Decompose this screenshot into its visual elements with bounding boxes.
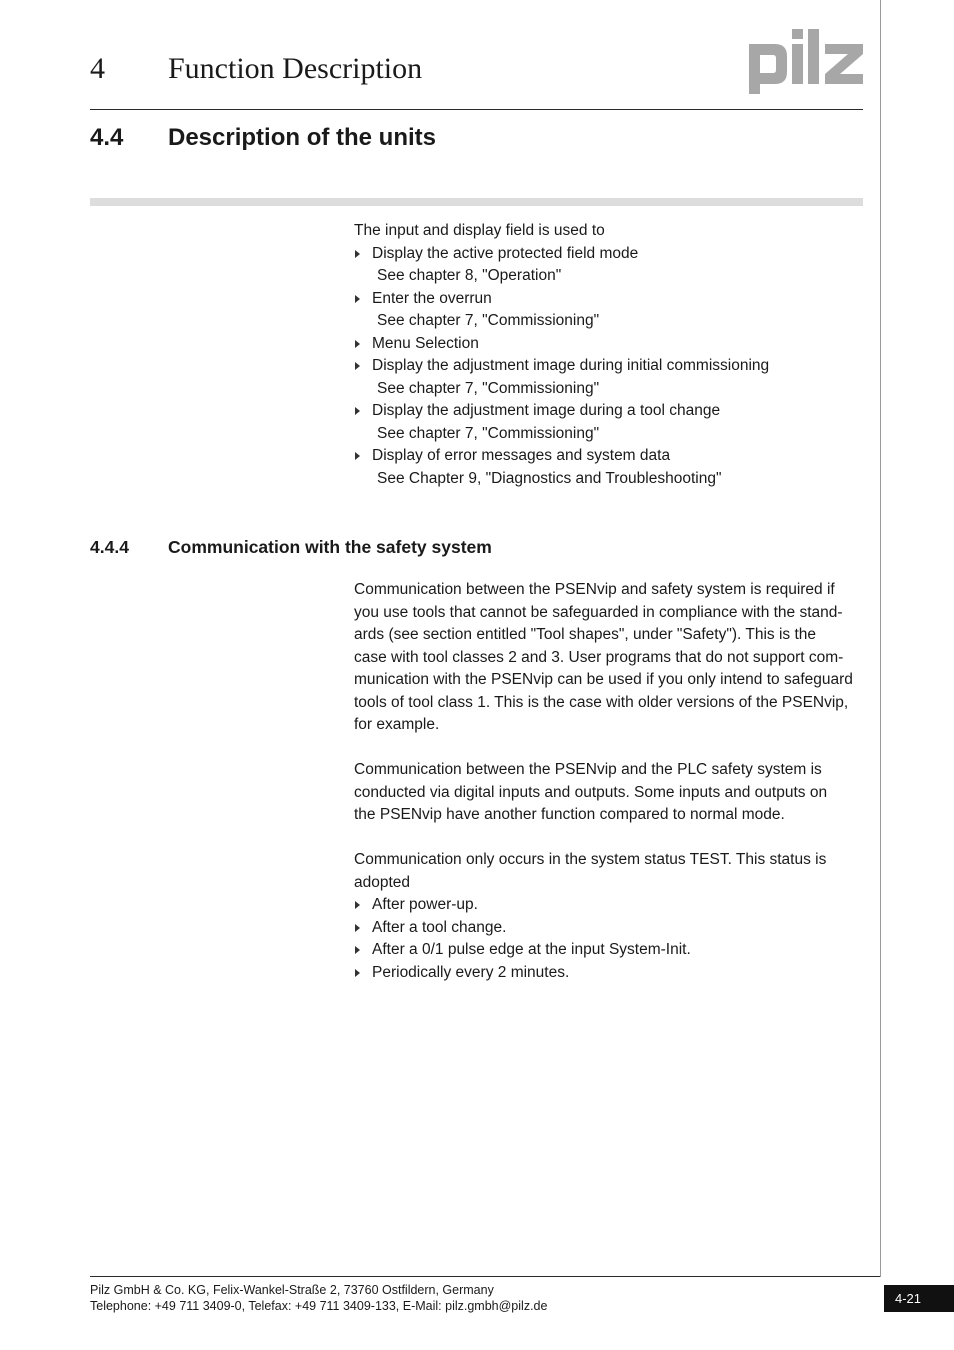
paragraph-3: Communication only occurs in the system status TEST. This status is adopted — [354, 851, 827, 891]
chapter-reference: See chapter 7, "Commissioning" — [377, 424, 600, 442]
arrow-bullet-icon — [355, 969, 360, 977]
chapter-title: Function Description — [168, 52, 423, 85]
list-item: Periodically every 2 minutes. — [354, 962, 869, 985]
chapter-reference: See Chapter 9, "Diagnostics and Troubleshooting" — [377, 469, 722, 487]
paragraph-1: Communication between the PSENvip and safety system is required if you use tools that cannot be safeguarded in compliance with the stand- ards (see section entitled "Tool shapes", under "Safety"). This is the case with tool classes 2 and 3. User programs that do not support com- munication with the PSENvip can be used if you only intend to safeguard tools of tool class 1. This is the case with older versions of the PSENvip, for example. — [354, 581, 853, 733]
paragraph-2: Communication between the PSENvip and the PLC safety system is conducted via digital inputs and outputs. Some inputs and outputs on the PSENvip have another function compared to normal mode. — [354, 761, 828, 823]
subsection-title: Communication with the safety system — [168, 537, 492, 557]
list-item: Display of error messages and system data See Chapter 9, "Diagnostics and Troubleshooting" — [354, 445, 869, 490]
list-item: Display the adjustment image during initial commissioning See chapter 7, "Commissioning" — [354, 355, 869, 400]
footer-contact: Telephone: +49 711 3409-0, Telefax: +49 711 3409-133, E-Mail: pilz.gmbh@pilz.de — [90, 1299, 548, 1313]
input-display-description — [354, 220, 869, 490]
arrow-bullet-icon — [355, 362, 360, 370]
page-number: 4-21 — [884, 1285, 954, 1312]
arrow-bullet-icon — [355, 295, 360, 303]
chapter-reference: See chapter 8, "Operation" — [377, 267, 562, 284]
arrow-bullet-icon — [355, 250, 360, 258]
section-band — [90, 198, 863, 206]
arrow-bullet-icon — [355, 946, 360, 954]
communication-description — [354, 579, 869, 984]
arrow-bullet-icon — [355, 452, 360, 460]
arrow-bullet-icon — [355, 924, 360, 932]
list-item: Menu Selection — [354, 333, 869, 356]
list-item: Display the adjustment image during a tool change See chapter 7, "Commissioning" — [354, 400, 869, 445]
list-item: Display the active protected field mode See chapter 8, "Operation" — [354, 243, 869, 288]
chapter-reference: See chapter 7, "Commissioning" — [377, 312, 600, 329]
header-rule — [90, 109, 863, 110]
list-item: After a 0/1 pulse edge at the input System-Init. — [354, 939, 869, 962]
chapter-reference: See chapter 7, "Commissioning" — [377, 379, 600, 397]
pilz-logo — [745, 26, 867, 96]
chapter-number: 4 — [90, 52, 105, 85]
section-title: Description of the units — [168, 124, 437, 151]
footer-address: Pilz GmbH & Co. KG, Felix-Wankel-Straße 2, 73760 Ostfildern, Germany — [90, 1283, 494, 1297]
arrow-bullet-icon — [355, 901, 360, 909]
test-status-list — [354, 894, 869, 984]
section-number: 4.4 — [90, 124, 124, 151]
usage-list — [354, 243, 869, 491]
list-item: Enter the overrun See chapter 7, "Commissioning" — [354, 288, 869, 333]
arrow-bullet-icon — [355, 340, 360, 348]
list-item: After power-up. — [354, 894, 869, 917]
subsection-number: 4.4.4 — [90, 537, 129, 557]
right-margin-rule — [880, 0, 881, 1277]
list-item: After a tool change. — [354, 917, 869, 940]
footer-rule — [90, 1276, 880, 1277]
arrow-bullet-icon — [355, 407, 360, 415]
intro-text: The input and display field is used to — [354, 222, 605, 239]
